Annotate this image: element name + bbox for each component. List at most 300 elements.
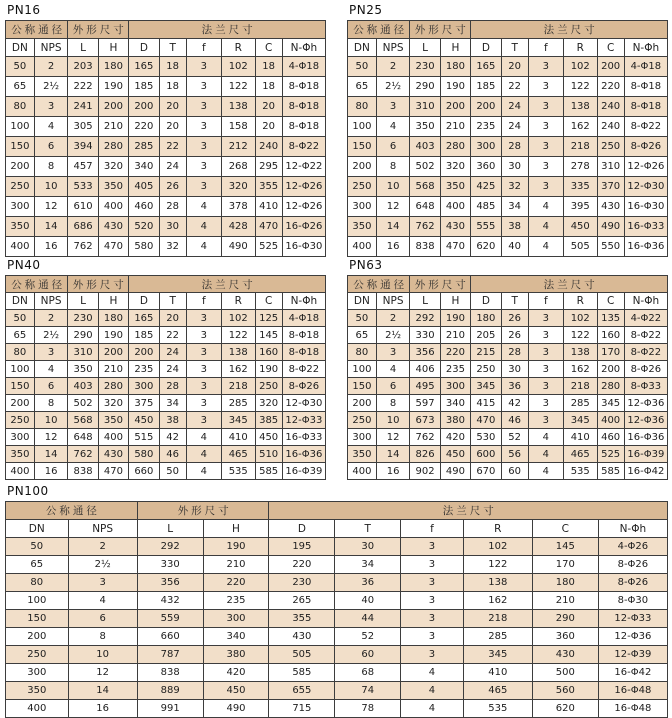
cell-l: 292 xyxy=(410,310,440,327)
cell-l: 902 xyxy=(410,463,440,480)
cell-h: 420 xyxy=(440,429,470,446)
cell-f: 3 xyxy=(186,137,221,157)
cell-f: 3 xyxy=(401,646,464,664)
cell-nps: 2½ xyxy=(376,77,410,97)
cell-h: 350 xyxy=(98,412,128,429)
cell-l: 762 xyxy=(410,217,440,237)
cell-r: 465 xyxy=(221,446,255,463)
group-header-nominal: 公称通径 xyxy=(348,21,410,39)
cell-f: 4 xyxy=(186,446,221,463)
dimension-table-pn16 xyxy=(5,20,326,257)
column-header-row xyxy=(348,39,668,57)
cell-d: 670 xyxy=(471,463,501,480)
cell-dn: 100 xyxy=(6,117,35,137)
column-header-nh: N-Φh xyxy=(624,39,667,57)
cell-d: 205 xyxy=(471,327,501,344)
cell-dn: 400 xyxy=(6,700,69,718)
dimension-table-pn63 xyxy=(347,275,668,480)
cell-nh: 16-Φ33 xyxy=(282,429,325,446)
cell-c: 320 xyxy=(255,395,282,412)
cell-l: 559 xyxy=(137,610,203,628)
cell-t: 20 xyxy=(159,310,186,327)
group-header-row xyxy=(6,21,326,39)
cell-dn: 50 xyxy=(348,57,377,77)
cell-c: 220 xyxy=(597,77,624,97)
table-row xyxy=(348,463,668,480)
column-header-nh: N-Φh xyxy=(282,293,325,310)
cell-t: 18 xyxy=(159,77,186,97)
cell-f: 3 xyxy=(401,628,464,646)
cell-t: 28 xyxy=(501,344,528,361)
table-row xyxy=(6,646,668,664)
cell-l: 762 xyxy=(68,237,98,257)
cell-dn: 200 xyxy=(348,395,377,412)
cell-nps: 16 xyxy=(34,463,68,480)
cell-h: 450 xyxy=(440,446,470,463)
column-header-f: f xyxy=(401,520,464,538)
cell-nh: 12-Φ26 xyxy=(282,197,325,217)
cell-d: 360 xyxy=(471,157,501,177)
cell-h: 380 xyxy=(440,412,470,429)
cell-nps: 10 xyxy=(376,412,410,429)
cell-c: 360 xyxy=(532,628,598,646)
column-header-nps: NPS xyxy=(376,39,410,57)
cell-f: 4 xyxy=(186,429,221,446)
cell-r: 428 xyxy=(221,217,255,237)
cell-d: 235 xyxy=(471,117,501,137)
section-pn63 xyxy=(347,257,668,480)
cell-nh: 8-Φ26 xyxy=(598,574,667,592)
cell-dn: 300 xyxy=(6,429,35,446)
cell-c: 550 xyxy=(597,237,624,257)
column-header-row xyxy=(6,293,326,310)
cell-nh: 16-Φ48 xyxy=(598,682,667,700)
column-header-dn: DN xyxy=(6,293,35,310)
cell-nh: 8-Φ18 xyxy=(282,117,325,137)
cell-h: 300 xyxy=(440,378,470,395)
cell-nh: 16-Φ42 xyxy=(598,664,667,682)
cell-f: 4 xyxy=(528,197,563,217)
column-header-nps: NPS xyxy=(34,39,68,57)
table-row xyxy=(6,395,326,412)
column-header-h: H xyxy=(98,293,128,310)
cell-d: 220 xyxy=(269,556,335,574)
cell-dn: 150 xyxy=(6,610,69,628)
group-header-nominal: 公称通径 xyxy=(6,21,68,39)
cell-d: 220 xyxy=(129,117,159,137)
cell-l: 838 xyxy=(68,463,98,480)
column-header-l: L xyxy=(137,520,203,538)
cell-l: 495 xyxy=(410,378,440,395)
cell-c: 490 xyxy=(597,217,624,237)
cell-r: 535 xyxy=(463,700,532,718)
table-row xyxy=(348,57,668,77)
group-header-flange: 法兰尺寸 xyxy=(471,276,668,293)
cell-t: 74 xyxy=(335,682,401,700)
cell-dn: 400 xyxy=(6,463,35,480)
cell-h: 190 xyxy=(98,77,128,97)
table-row xyxy=(348,97,668,117)
cell-h: 210 xyxy=(98,117,128,137)
cell-d: 555 xyxy=(471,217,501,237)
cell-h: 340 xyxy=(203,628,269,646)
cell-nps: 8 xyxy=(34,395,68,412)
cell-d: 460 xyxy=(129,197,159,217)
group-header-flange: 法兰尺寸 xyxy=(129,21,326,39)
cell-h: 470 xyxy=(98,463,128,480)
cell-t: 60 xyxy=(335,646,401,664)
cell-t: 26 xyxy=(159,177,186,197)
column-header-h: H xyxy=(203,520,269,538)
cell-h: 280 xyxy=(98,137,128,157)
cell-nps: 12 xyxy=(68,664,137,682)
cell-d: 345 xyxy=(471,378,501,395)
cell-r: 122 xyxy=(221,77,255,97)
table-title-pn100: PN100 xyxy=(7,484,49,498)
cell-t: 20 xyxy=(159,117,186,137)
table-row xyxy=(6,344,326,361)
cell-f: 3 xyxy=(528,57,563,77)
cell-f: 3 xyxy=(528,117,563,137)
cell-c: 355 xyxy=(255,177,282,197)
cell-r: 378 xyxy=(221,197,255,217)
cell-h: 210 xyxy=(203,556,269,574)
cell-d: 530 xyxy=(471,429,501,446)
cell-h: 280 xyxy=(98,378,128,395)
cell-h: 400 xyxy=(440,197,470,217)
cell-r: 450 xyxy=(563,217,597,237)
cell-nps: 14 xyxy=(34,217,68,237)
column-header-l: L xyxy=(410,293,440,310)
cell-r: 410 xyxy=(463,664,532,682)
cell-h: 320 xyxy=(98,157,128,177)
cell-h: 430 xyxy=(98,217,128,237)
table-row xyxy=(348,157,668,177)
cell-c: 240 xyxy=(597,117,624,137)
cell-r: 505 xyxy=(563,237,597,257)
cell-t: 78 xyxy=(335,700,401,718)
cell-c: 125 xyxy=(255,310,282,327)
cell-f: 3 xyxy=(186,57,221,77)
cell-l: 310 xyxy=(410,97,440,117)
cell-d: 185 xyxy=(129,327,159,344)
cell-h: 180 xyxy=(98,310,128,327)
cell-t: 52 xyxy=(335,628,401,646)
cell-f: 3 xyxy=(186,177,221,197)
cell-h: 190 xyxy=(440,310,470,327)
table-title-pn25: PN25 xyxy=(349,3,383,17)
cell-dn: 300 xyxy=(6,197,35,217)
cell-l: 838 xyxy=(137,664,203,682)
cell-h: 430 xyxy=(98,446,128,463)
cell-nh: 12-Φ36 xyxy=(624,395,667,412)
cell-t: 46 xyxy=(159,446,186,463)
cell-c: 345 xyxy=(597,395,624,412)
cell-f: 3 xyxy=(186,361,221,378)
table-row xyxy=(6,429,326,446)
cell-t: 34 xyxy=(159,395,186,412)
cell-d: 340 xyxy=(129,157,159,177)
column-header-r: R xyxy=(563,293,597,310)
cell-h: 210 xyxy=(440,327,470,344)
cell-r: 345 xyxy=(221,412,255,429)
cell-dn: 350 xyxy=(348,446,377,463)
cell-t: 24 xyxy=(159,361,186,378)
cell-nh: 12-Φ36 xyxy=(598,628,667,646)
column-header-l: L xyxy=(68,293,98,310)
cell-f: 4 xyxy=(186,217,221,237)
cell-d: 355 xyxy=(269,610,335,628)
column-header-nps: NPS xyxy=(34,293,68,310)
cell-t: 22 xyxy=(501,77,528,97)
cell-r: 122 xyxy=(463,556,532,574)
cell-h: 210 xyxy=(98,361,128,378)
cell-r: 218 xyxy=(463,610,532,628)
cell-dn: 65 xyxy=(6,327,35,344)
cell-t: 60 xyxy=(501,463,528,480)
cell-f: 3 xyxy=(528,97,563,117)
cell-c: 18 xyxy=(255,77,282,97)
cell-r: 410 xyxy=(563,429,597,446)
cell-dn: 150 xyxy=(6,378,35,395)
cell-l: 292 xyxy=(137,538,203,556)
cell-c: 620 xyxy=(532,700,598,718)
table-row xyxy=(348,217,668,237)
cell-nh: 8-Φ33 xyxy=(624,378,667,395)
column-header-dn: DN xyxy=(6,520,69,538)
cell-r: 285 xyxy=(463,628,532,646)
cell-c: 400 xyxy=(597,412,624,429)
cell-nh: 4-Φ18 xyxy=(282,57,325,77)
cell-nps: 10 xyxy=(34,412,68,429)
cell-nh: 8-Φ18 xyxy=(282,327,325,344)
cell-t: 38 xyxy=(159,412,186,429)
column-header-t: T xyxy=(335,520,401,538)
cell-d: 580 xyxy=(129,446,159,463)
cell-nh: 16-Φ33 xyxy=(624,217,667,237)
column-header-row xyxy=(348,293,668,310)
cell-c: 180 xyxy=(532,574,598,592)
cell-nps: 2 xyxy=(34,310,68,327)
cell-nps: 10 xyxy=(34,177,68,197)
cell-h: 420 xyxy=(203,664,269,682)
cell-f: 3 xyxy=(186,97,221,117)
cell-nh: 16-Φ48 xyxy=(598,700,667,718)
cell-t: 24 xyxy=(159,157,186,177)
cell-d: 430 xyxy=(269,628,335,646)
cell-f: 3 xyxy=(186,412,221,429)
cell-t: 68 xyxy=(335,664,401,682)
table-row xyxy=(6,361,326,378)
cell-dn: 350 xyxy=(6,682,69,700)
table-row xyxy=(6,378,326,395)
cell-h: 450 xyxy=(203,682,269,700)
cell-dn: 250 xyxy=(6,412,35,429)
cell-d: 235 xyxy=(129,361,159,378)
table-row xyxy=(6,327,326,344)
table-row xyxy=(6,237,326,257)
cell-t: 24 xyxy=(501,117,528,137)
cell-h: 300 xyxy=(203,610,269,628)
section-pn100 xyxy=(5,484,668,718)
cell-nh: 8-Φ26 xyxy=(624,361,667,378)
cell-nh: 8-Φ22 xyxy=(624,327,667,344)
cell-r: 138 xyxy=(221,344,255,361)
cell-dn: 250 xyxy=(348,177,377,197)
cell-nps: 12 xyxy=(34,429,68,446)
cell-dn: 150 xyxy=(348,137,377,157)
cell-nps: 3 xyxy=(376,344,410,361)
cell-dn: 100 xyxy=(348,117,377,137)
cell-dn: 80 xyxy=(348,344,377,361)
group-header-flange: 法兰尺寸 xyxy=(269,502,668,520)
table-row xyxy=(6,446,326,463)
column-header-t: T xyxy=(501,293,528,310)
cell-d: 580 xyxy=(129,237,159,257)
column-header-l: L xyxy=(410,39,440,57)
cell-r: 285 xyxy=(563,395,597,412)
cell-dn: 65 xyxy=(6,77,35,97)
cell-c: 430 xyxy=(532,646,598,664)
cell-c: 500 xyxy=(532,664,598,682)
cell-t: 22 xyxy=(159,327,186,344)
cell-r: 122 xyxy=(221,327,255,344)
cell-r: 535 xyxy=(563,463,597,480)
cell-nps: 2½ xyxy=(68,556,137,574)
cell-dn: 400 xyxy=(6,237,35,257)
cell-l: 230 xyxy=(410,57,440,77)
column-header-c: C xyxy=(255,39,282,57)
column-header-l: L xyxy=(68,39,98,57)
cell-l: 568 xyxy=(410,177,440,197)
cell-d: 185 xyxy=(471,77,501,97)
cell-nh: 8-Φ22 xyxy=(624,344,667,361)
column-header-d: D xyxy=(269,520,335,538)
table-row xyxy=(6,463,326,480)
cell-c: 560 xyxy=(532,682,598,700)
cell-dn: 65 xyxy=(348,327,377,344)
cell-dn: 350 xyxy=(6,446,35,463)
table-row xyxy=(348,446,668,463)
column-header-h: H xyxy=(98,39,128,57)
cell-l: 568 xyxy=(68,412,98,429)
cell-nps: 3 xyxy=(68,574,137,592)
cell-f: 3 xyxy=(186,378,221,395)
cell-nh: 16-Φ30 xyxy=(624,197,667,217)
column-header-row xyxy=(6,39,326,57)
cell-nps: 6 xyxy=(68,610,137,628)
cell-f: 4 xyxy=(401,664,464,682)
cell-f: 3 xyxy=(528,177,563,197)
table-row xyxy=(348,327,668,344)
cell-t: 24 xyxy=(159,344,186,361)
cell-l: 305 xyxy=(68,117,98,137)
cell-nps: 4 xyxy=(376,117,410,137)
cell-t: 40 xyxy=(335,592,401,610)
cell-nps: 10 xyxy=(68,646,137,664)
cell-r: 102 xyxy=(563,310,597,327)
cell-nh: 16-Φ36 xyxy=(624,429,667,446)
cell-h: 235 xyxy=(440,361,470,378)
cell-l: 991 xyxy=(137,700,203,718)
cell-c: 160 xyxy=(597,327,624,344)
cell-d: 165 xyxy=(129,57,159,77)
cell-l: 330 xyxy=(410,327,440,344)
cell-nh: 4-Φ22 xyxy=(624,310,667,327)
cell-d: 600 xyxy=(471,446,501,463)
cell-h: 200 xyxy=(98,344,128,361)
cell-nh: 8-Φ18 xyxy=(624,77,667,97)
cell-dn: 80 xyxy=(6,97,35,117)
cell-h: 210 xyxy=(440,117,470,137)
column-header-nps: NPS xyxy=(68,520,137,538)
cell-l: 648 xyxy=(410,197,440,217)
cell-h: 350 xyxy=(98,177,128,197)
cell-dn: 150 xyxy=(6,137,35,157)
cell-d: 165 xyxy=(471,57,501,77)
cell-r: 278 xyxy=(563,157,597,177)
cell-r: 395 xyxy=(563,197,597,217)
cell-nps: 2 xyxy=(376,310,410,327)
cell-t: 34 xyxy=(335,556,401,574)
cell-t: 46 xyxy=(501,412,528,429)
cell-dn: 80 xyxy=(6,574,69,592)
dimension-table-pn100 xyxy=(5,501,668,718)
table-row xyxy=(6,77,326,97)
cell-f: 4 xyxy=(528,237,563,257)
cell-nh: 12-Φ26 xyxy=(282,177,325,197)
cell-nps: 6 xyxy=(376,378,410,395)
cell-h: 490 xyxy=(440,463,470,480)
table-row xyxy=(348,310,668,327)
cell-l: 648 xyxy=(68,429,98,446)
column-header-t: T xyxy=(159,293,186,310)
column-header-r: R xyxy=(563,39,597,57)
cell-dn: 400 xyxy=(348,237,377,257)
cell-nps: 6 xyxy=(376,137,410,157)
cell-r: 268 xyxy=(221,157,255,177)
cell-r: 218 xyxy=(563,137,597,157)
cell-r: 465 xyxy=(463,682,532,700)
table-row xyxy=(348,412,668,429)
column-header-c: C xyxy=(255,293,282,310)
cell-r: 218 xyxy=(563,378,597,395)
cell-dn: 250 xyxy=(6,646,69,664)
table-row xyxy=(348,117,668,137)
cell-d: 195 xyxy=(269,538,335,556)
cell-f: 3 xyxy=(528,310,563,327)
table-row xyxy=(6,538,668,556)
cell-c: 295 xyxy=(255,157,282,177)
cell-d: 585 xyxy=(269,664,335,682)
cell-nps: 3 xyxy=(376,97,410,117)
cell-l: 290 xyxy=(410,77,440,97)
cell-dn: 65 xyxy=(348,77,377,97)
cell-d: 425 xyxy=(471,177,501,197)
cell-nh: 8-Φ18 xyxy=(282,344,325,361)
cell-t: 26 xyxy=(501,327,528,344)
table-row xyxy=(6,664,668,682)
cell-nh: 12-Φ30 xyxy=(282,395,325,412)
cell-nps: 2½ xyxy=(376,327,410,344)
cell-t: 26 xyxy=(501,310,528,327)
table-title-pn40: PN40 xyxy=(7,258,41,272)
cell-c: 460 xyxy=(597,429,624,446)
dimension-table-pn25 xyxy=(347,20,668,257)
table-row xyxy=(6,177,326,197)
cell-f: 3 xyxy=(528,344,563,361)
cell-l: 203 xyxy=(68,57,98,77)
